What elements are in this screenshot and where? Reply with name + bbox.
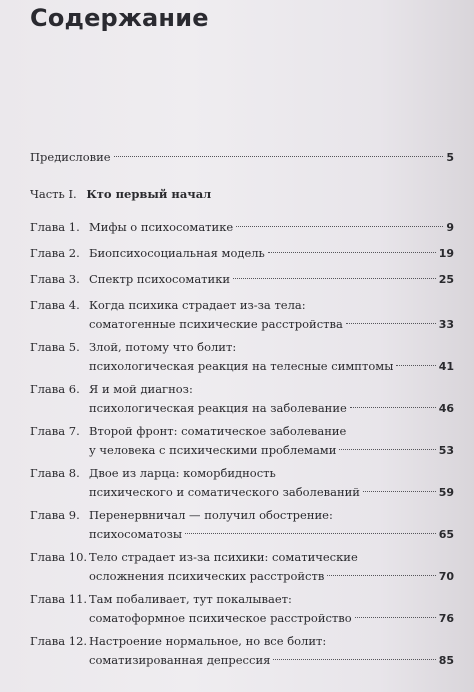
chapter-page-number: 41 [438,360,454,373]
chapter-title-block [89,296,454,334]
chapter-title-text: Двое из ларца: коморбидность [89,466,276,480]
chapter-page-number: 70 [438,570,454,583]
chapter-title-text: Я и мой диагноз: [89,382,193,396]
page-title: Содержание [30,4,209,32]
chapter-label: Глава 1. [30,220,80,234]
chapter-title-line [89,567,454,586]
chapter-title-line [89,632,454,651]
chapter-title-line [89,380,454,399]
chapter-page-number: 46 [438,402,454,415]
dot-leader [339,449,435,450]
chapter-title-line [89,338,454,357]
chapter-label: Глава 11. [30,592,88,606]
chapter-title-block [89,506,454,544]
chapter-title-line [89,590,454,609]
chapter-title-text: Спектр психосоматики [89,272,231,286]
chapter-label: Глава 8. [30,466,80,480]
dot-leader [350,407,436,408]
chapter-page-number: 9 [446,221,454,234]
chapter-title-block [89,632,454,670]
dot-leader [346,323,436,324]
dot-leader [355,617,436,618]
dot-leader [273,659,435,660]
chapter-title-text: осложнения психических расстройств [89,569,325,583]
chapter-title-text: соматоформное психическое расстройство [89,611,352,625]
chapter-title-text: психологическая реакция на заболевание [89,401,347,415]
chapter-title-block [89,244,454,263]
part-title: Кто первый начал [86,187,212,201]
chapter-title-text: Злой, потому что болит: [89,340,237,354]
chapter-title-line [89,422,454,441]
chapter-label: Глава 6. [30,382,80,396]
chapter-title-block [89,380,454,418]
dot-leader [114,156,444,157]
chapter-title-line [89,609,454,628]
chapter-label: Глава 3. [30,272,80,286]
dot-leader [236,226,443,227]
chapter-label: Глава 12. [30,634,88,648]
chapter-page-number: 33 [438,318,454,331]
dot-leader [233,278,436,279]
chapter-label: Глава 2. [30,246,80,260]
chapter-title-line [89,464,454,483]
chapter-title-line [89,218,454,237]
chapter-title-line [89,441,454,460]
dot-leader [396,365,435,366]
chapter-title-block [89,464,454,502]
chapter-title-text: психологическая реакция на телесные симптомы [89,359,394,373]
chapter-page-number: 85 [438,654,454,667]
chapter-title-text: психического и соматического заболеваний [89,485,360,499]
chapter-title-block [89,338,454,376]
chapter-title-line [89,244,454,263]
toc-part-heading [30,185,454,204]
dot-leader [185,533,436,534]
chapter-title-text: соматизированная депрессия [89,653,271,667]
chapter-title-text: Перенервничал — получил обострение: [89,508,333,522]
chapter-title-line [89,525,454,544]
chapter-title-line [89,506,454,525]
chapter-title-text: Второй фронт: соматическое заболевание [89,424,347,438]
chapter-title-line [89,296,454,315]
chapter-title-block [89,218,454,237]
toc-preface [30,148,454,167]
chapter-title-line [89,270,454,289]
chapter-title-block [89,548,454,586]
chapter-title-text: Настроение нормальное, но все болит: [89,634,327,648]
chapter-title-line [89,357,454,376]
chapter-title-block [89,422,454,460]
dot-leader [363,491,436,492]
chapter-page-number: 59 [438,486,454,499]
chapter-label: Глава 5. [30,340,80,354]
dot-leader [327,575,435,576]
preface-label: Предисловие [30,150,111,164]
chapter-title-text: Когда психика страдает из-за тела: [89,298,306,312]
chapter-label: Глава 9. [30,508,80,522]
chapter-title-line [89,651,454,670]
chapter-title-line [89,399,454,418]
chapter-page-number: 25 [438,273,454,286]
preface-page: 5 [446,151,454,164]
chapter-label: Глава 10. [30,550,88,564]
chapter-title-line [89,548,454,567]
part-label: Часть I. [30,187,77,201]
chapter-title-block [89,270,454,289]
dot-leader [268,252,436,253]
chapter-page-number: 53 [438,444,454,457]
chapter-title-text: Мифы о психосоматике [89,220,234,234]
chapter-title-text: Биопсихосоциальная модель [89,246,265,260]
chapter-title-line [89,315,454,334]
chapter-page-number: 19 [438,247,454,260]
chapter-page-number: 76 [438,612,454,625]
chapter-title-text: Тело страдает из-за психики: соматические [89,550,358,564]
chapter-title-text: у человека с психическими проблемами [89,443,337,457]
chapter-label: Глава 7. [30,424,80,438]
chapter-title-text: соматогенные психические расстройства [89,317,343,331]
chapter-title-text: психосоматозы [89,527,183,541]
chapter-title-block [89,590,454,628]
chapter-page-number: 65 [438,528,454,541]
chapter-title-line [89,483,454,502]
chapter-title-text: Там побаливает, тут покалывает: [89,592,292,606]
chapter-label: Глава 4. [30,298,80,312]
